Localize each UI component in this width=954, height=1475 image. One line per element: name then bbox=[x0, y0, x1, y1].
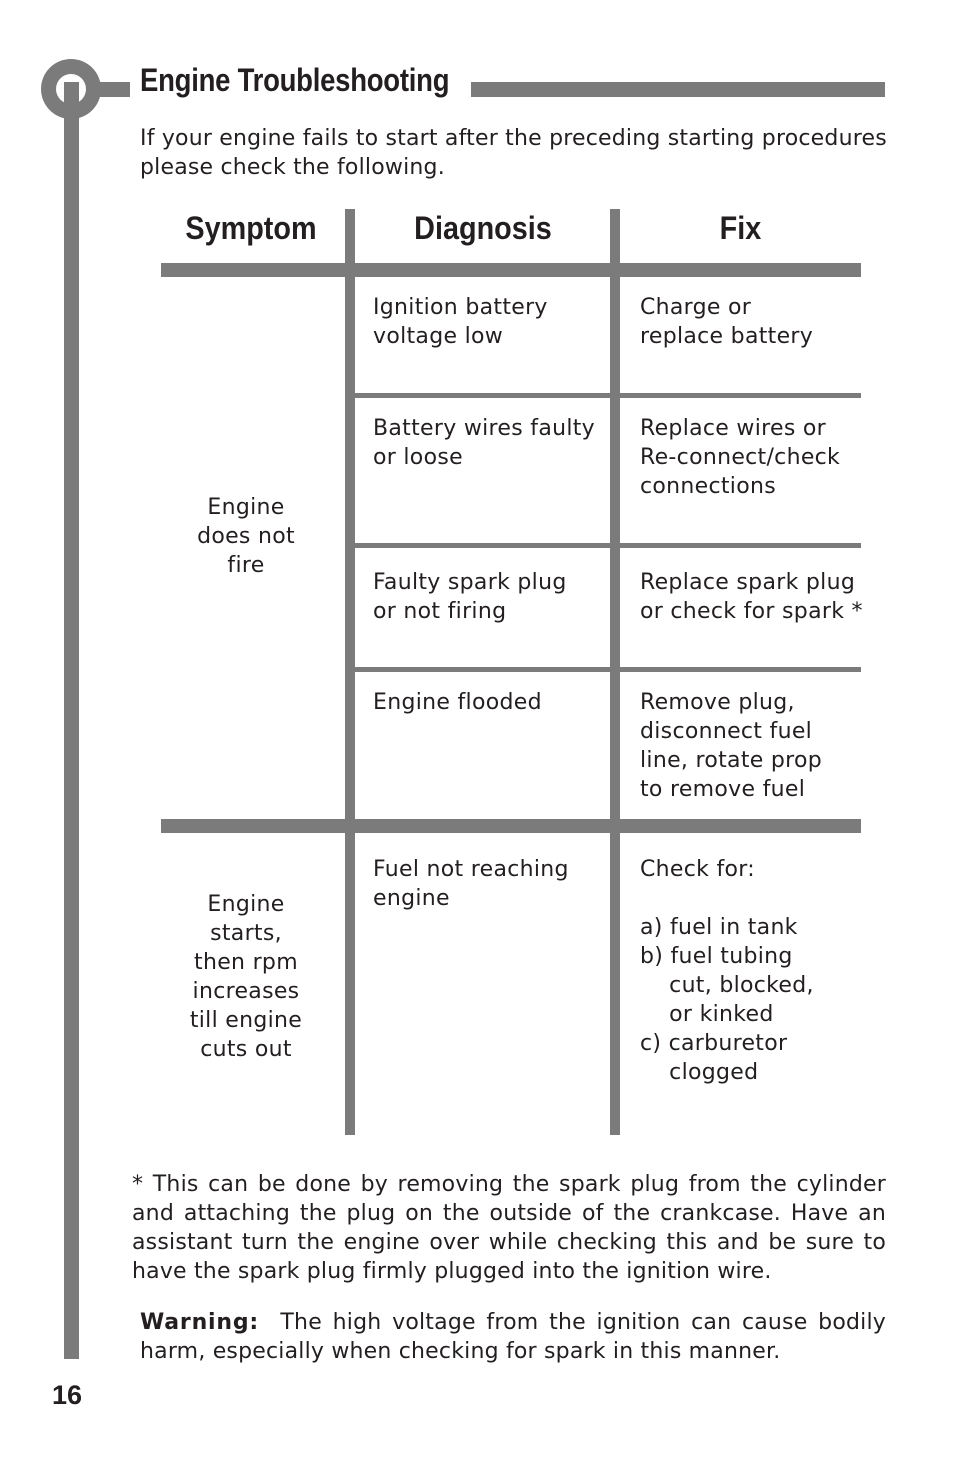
row-divider-diagnosis-1 bbox=[355, 393, 610, 398]
column-divider-2 bbox=[610, 209, 620, 1135]
symptom-cell: Engine does not fire bbox=[197, 495, 295, 578]
fix-cell: Check for: a) fuel in tank b) fuel tubing cut, blocked, or kinked c) carburetor clogged bbox=[640, 857, 814, 1085]
title-rule bbox=[471, 82, 885, 97]
column-divider-1 bbox=[345, 209, 355, 1135]
warning-note bbox=[140, 1308, 886, 1366]
fix-cell: Remove plug, disconnect fuel line, rotate prop to remove fuel bbox=[640, 690, 823, 802]
diagnosis-cell: Engine flooded bbox=[373, 690, 542, 715]
fix-cell: Replace spark plug or check for spark * bbox=[640, 570, 863, 624]
header-diagnosis: Diagnosis bbox=[414, 210, 552, 246]
intro-paragraph: If your engine fails to start after the preceding starting procedures please check the following. bbox=[140, 126, 887, 180]
header-fix: Fix bbox=[719, 210, 762, 246]
row-divider-fix-2 bbox=[620, 543, 861, 548]
warning-label: Warning: bbox=[140, 1310, 259, 1335]
header-symptom: Symptom bbox=[185, 210, 317, 246]
row-divider-diagnosis-3 bbox=[355, 667, 610, 672]
row-divider-fix-1 bbox=[620, 393, 861, 398]
diagnosis-cell: Faulty spark plug or not firing bbox=[373, 570, 567, 624]
footnote: * This can be done by removing the spark plug from the cylinder and attaching the plug on the outside of the crankcase. Have an assistant turn the engine over while checking this and be sure to have the spark plug firmly plugged into the ignition wire. bbox=[132, 1172, 886, 1284]
page-title: Engine Troubleshooting bbox=[140, 62, 450, 98]
diagnosis-cell: Ignition battery voltage low bbox=[373, 295, 548, 349]
diagnosis-cell: Fuel not reaching engine bbox=[373, 857, 569, 911]
header-hook-arm bbox=[98, 82, 130, 97]
warning-text: The high voltage from the ignition can cause bodily harm, especially when checking for spark in this manner. bbox=[140, 1310, 886, 1364]
fix-cell: Charge or replace battery bbox=[640, 295, 814, 349]
header-rule bbox=[161, 263, 861, 277]
fix-cell: Replace wires or Re-connect/check connections bbox=[640, 416, 841, 499]
group-divider bbox=[161, 819, 861, 833]
symptom-cell: Engine starts, then rpm increases till engine cuts out bbox=[189, 892, 303, 1062]
diagnosis-cell: Battery wires faulty or loose bbox=[373, 416, 596, 470]
side-bar-rule bbox=[64, 82, 79, 1359]
row-divider-diagnosis-2 bbox=[355, 543, 610, 548]
row-divider-fix-3 bbox=[620, 667, 861, 672]
page-number: 16 bbox=[52, 1380, 83, 1410]
